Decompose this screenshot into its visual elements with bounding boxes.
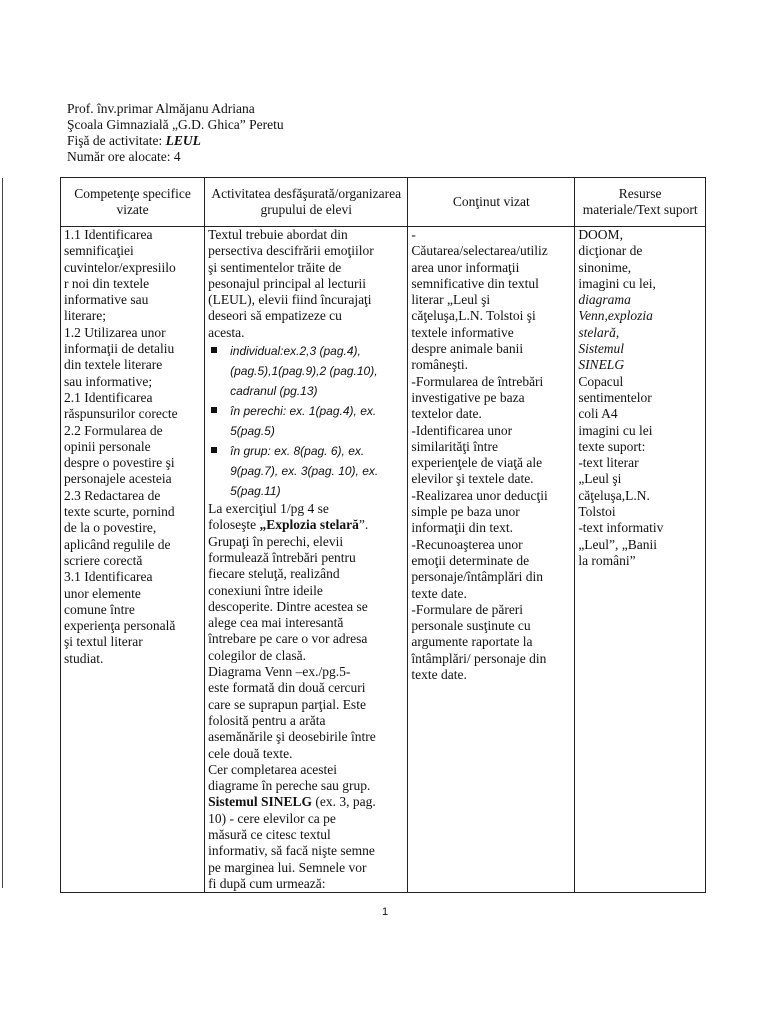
text-line: întâmplări/ personaje din	[411, 650, 547, 666]
text-line: 10) - cere elevilor ca pe	[208, 810, 336, 826]
text-line: 2.2 Formularea de	[64, 422, 163, 438]
text-line: sau informative;	[64, 373, 153, 389]
task-list	[208, 341, 404, 501]
text-line: similarităţi între	[411, 438, 498, 454]
text-line: scriere corectă	[64, 552, 143, 568]
exercise-reference: La exerciţiul 1/pg 4 se	[208, 501, 329, 517]
table-header-row	[61, 178, 706, 227]
text-line: 2.3 Redactarea de	[64, 487, 161, 503]
resurse-top	[578, 227, 702, 292]
text-line: deseori să empatizeze cu	[208, 308, 342, 324]
text-line: personaje/întâmplări din	[411, 569, 543, 585]
text-line: întrebare pe care o vor adresa	[208, 631, 368, 647]
left-margin-line	[2, 178, 3, 888]
explozia-description	[208, 534, 404, 795]
text-line: texte scurte, pornind	[64, 504, 175, 520]
text-line: diagrama	[578, 292, 631, 308]
text-line: -Realizarea unor deducţii	[411, 487, 548, 503]
text-line: acesta.	[208, 324, 245, 340]
text-line: informative sau	[64, 292, 149, 308]
text-line: literare;	[64, 308, 106, 324]
text-line: Grupaţi în perechi, elevii	[208, 533, 344, 549]
text-line: experienţa personală	[64, 618, 176, 634]
text-line: informaţii din text.	[411, 520, 513, 536]
text-line: măsură ce citesc textul	[208, 827, 331, 843]
text-line: simple pe baza unor	[411, 504, 520, 520]
resurse-cell	[575, 227, 706, 893]
header-resurse: Resurse materiale/Text suport	[575, 178, 706, 227]
text-line: opinii personale	[64, 438, 151, 454]
text-line: este formată din două cercuri	[208, 680, 366, 696]
text-line: răspunsurilor corecte	[64, 406, 178, 422]
continut-list	[411, 227, 571, 683]
text-line: informativ, să facă nişte semne	[208, 843, 375, 859]
text-line: -Formulare de păreri	[411, 601, 524, 617]
text-line: texte date.	[411, 585, 467, 601]
header-continut: Conţinut vizat	[408, 178, 575, 227]
explozia-stelara-line: foloseşte „Explozia stelară”.	[208, 517, 369, 533]
task-grup: în grup: ex. 8(pag. 6), ex. 9(pag.7), ex. 3(pag. 10), ex. 5(pag.11)	[208, 441, 404, 501]
continut-cell	[408, 227, 575, 893]
text-line: -Identificarea unor	[411, 422, 513, 438]
text-line: -	[411, 227, 416, 242]
text-line: cuvintelor/expresiilo	[64, 259, 176, 275]
resurse-bottom	[578, 374, 702, 570]
text-line: colegilor de clasă.	[208, 647, 306, 663]
text-line: studiat.	[64, 650, 104, 666]
text-line: care se suprapun parţial. Este	[208, 696, 366, 712]
text-line: -text informativ	[578, 520, 664, 536]
text-line: diagrame în pereche sau grup.	[208, 778, 371, 794]
text-line: informaţii de detaliu	[64, 341, 175, 357]
text-line: folosită pentru a arăta	[208, 712, 326, 728]
text-line: stelară,	[578, 324, 620, 340]
text-line: textele informative	[411, 324, 514, 340]
text-line: imagini cu lei,	[578, 275, 656, 291]
text-line: 2.1 Identificarea	[64, 389, 153, 405]
text-line: literar „Leul şi	[411, 292, 491, 308]
text-line: Sistemul	[578, 341, 625, 357]
text-line: sentimentelor	[578, 389, 652, 405]
text-line: la români”	[578, 552, 636, 568]
activitatea-cell	[205, 227, 408, 893]
text-line: area unor informaţii	[411, 259, 520, 275]
text-line: fi după cum urmează:	[208, 875, 326, 891]
text-line: despre animale banii	[411, 341, 524, 357]
text-line: argumente raportate la	[411, 634, 533, 650]
text-line: româneşti.	[411, 357, 468, 373]
document-header	[67, 101, 284, 165]
text-line: comune între	[64, 601, 135, 617]
text-line: r noi din textele	[64, 275, 150, 291]
text-line: căţeluşa,L.N. Tolstoi şi	[411, 308, 536, 324]
text-line: imagini cu lei	[578, 422, 653, 438]
competente-cell	[61, 227, 205, 893]
school-name: Şcoala Gimnazială „G.D. Ghica” Peretu	[67, 117, 284, 132]
text-line: fiecare steluţă, realizând	[208, 566, 340, 582]
header-activitatea: Activitatea desfăşurată/organizarea grupului de elevi	[205, 178, 408, 227]
text-line: Textul trebuie abordat din	[208, 227, 348, 242]
text-line: despre o povestire şi	[64, 455, 175, 471]
text-line: „Leul şi	[578, 471, 622, 487]
text-line: Venn,explozia	[578, 308, 653, 324]
text-line: 1.1 Identificarea	[64, 227, 153, 242]
text-line: personajele acesteia	[64, 471, 172, 487]
text-line: -Formularea de întrebări	[411, 373, 544, 389]
activity-table	[60, 177, 706, 893]
text-line: elevilor şi textele date.	[411, 471, 534, 487]
activity-name: LEUL	[165, 133, 201, 148]
text-line: semnificaţiei	[64, 243, 134, 259]
text-line: pe marginea lui. Semnele vor	[208, 859, 367, 875]
text-line: cele două texte.	[208, 745, 293, 761]
text-line: „Leul”, „Banii	[578, 536, 658, 552]
text-line: sinonime,	[578, 259, 632, 275]
text-line: conexiuni între ideile	[208, 582, 323, 598]
text-line: personale susţinute cu	[411, 618, 531, 634]
task-individual: individual:ex.2,3 (pag.4),(pag.5),1(pag.9),2 (pag.10), cadranul (pg.13)	[208, 341, 404, 401]
text-line: şi textul literar	[64, 634, 143, 650]
text-line: DOOM,	[578, 227, 623, 242]
text-line: alege cea mai interesantă	[208, 615, 344, 631]
activity-intro	[208, 227, 404, 341]
text-line: asemănările şi deosebirile între	[208, 729, 376, 745]
text-line: din textele literare	[64, 357, 163, 373]
text-line: -Recunoaşterea unor	[411, 536, 523, 552]
sinelg-description	[208, 811, 404, 892]
text-line: Copacul	[578, 373, 624, 389]
text-line: experienţele de viaţă ale	[411, 455, 543, 471]
text-line: texte suport:	[578, 438, 646, 454]
sinelg-term: Sistemul SINELG	[208, 794, 313, 810]
text-line: Căutarea/selectarea/utiliz	[411, 243, 548, 259]
text-line: Cer completarea acestei	[208, 761, 338, 777]
text-line: texte date.	[411, 667, 467, 683]
text-line: 3.1 Identificarea	[64, 569, 153, 585]
header-competente: Competenţe specifice vizate	[61, 178, 205, 227]
text-line: SINELG	[578, 357, 625, 373]
resurse-italic	[578, 292, 702, 373]
text-line: textelor date.	[411, 406, 482, 422]
text-line: de la o povestire,	[64, 520, 157, 536]
sinelg-line: Sistemul SINELG (ex. 3, pag.	[208, 794, 376, 810]
task-perechi: în perechi: ex. 1(pag.4), ex. 5(pag.5)	[208, 401, 404, 441]
text-line: unor elemente	[64, 585, 141, 601]
text-line: investigative pe baza	[411, 389, 525, 405]
text-line: şi sentimentelor trăite de	[208, 259, 342, 275]
table-row	[61, 227, 706, 893]
text-line: semnificative din textul	[411, 275, 539, 291]
text-line: (LEUL), elevii fiind încurajaţi	[208, 292, 372, 308]
activity-sheet-title: Fişă de activitate: LEUL	[67, 133, 201, 148]
text-line: Diagrama Venn –ex./pg.5-	[208, 664, 351, 680]
text-line: 1.2 Utilizarea unor	[64, 324, 166, 340]
text-line: persectiva descifrării emoţiilor	[208, 243, 374, 259]
text-line: coli A4	[578, 406, 618, 422]
competente-list	[64, 227, 201, 667]
hours-allocated: Număr ore alocate: 4	[67, 149, 181, 164]
page-number: 1	[381, 906, 389, 918]
text-line: căţeluşa,L.N.	[578, 487, 650, 503]
text-line: aplicând regulile de	[64, 536, 171, 552]
text-line: emoţii determinate de	[411, 552, 530, 568]
teacher-name: Prof. înv.primar Almăjanu Adriana	[67, 101, 255, 116]
text-line: pesonajul principal al lecturii	[208, 275, 366, 291]
text-line: descoperite. Dintre acestea se	[208, 598, 368, 614]
text-line: Tolstoi	[578, 504, 616, 520]
text-line: dicţionar de	[578, 243, 643, 259]
text-line: formulează întrebări pentru	[208, 549, 356, 565]
explozia-stelara-term: „Explozia stelară	[259, 517, 359, 533]
text-line: -text literar	[578, 455, 639, 471]
